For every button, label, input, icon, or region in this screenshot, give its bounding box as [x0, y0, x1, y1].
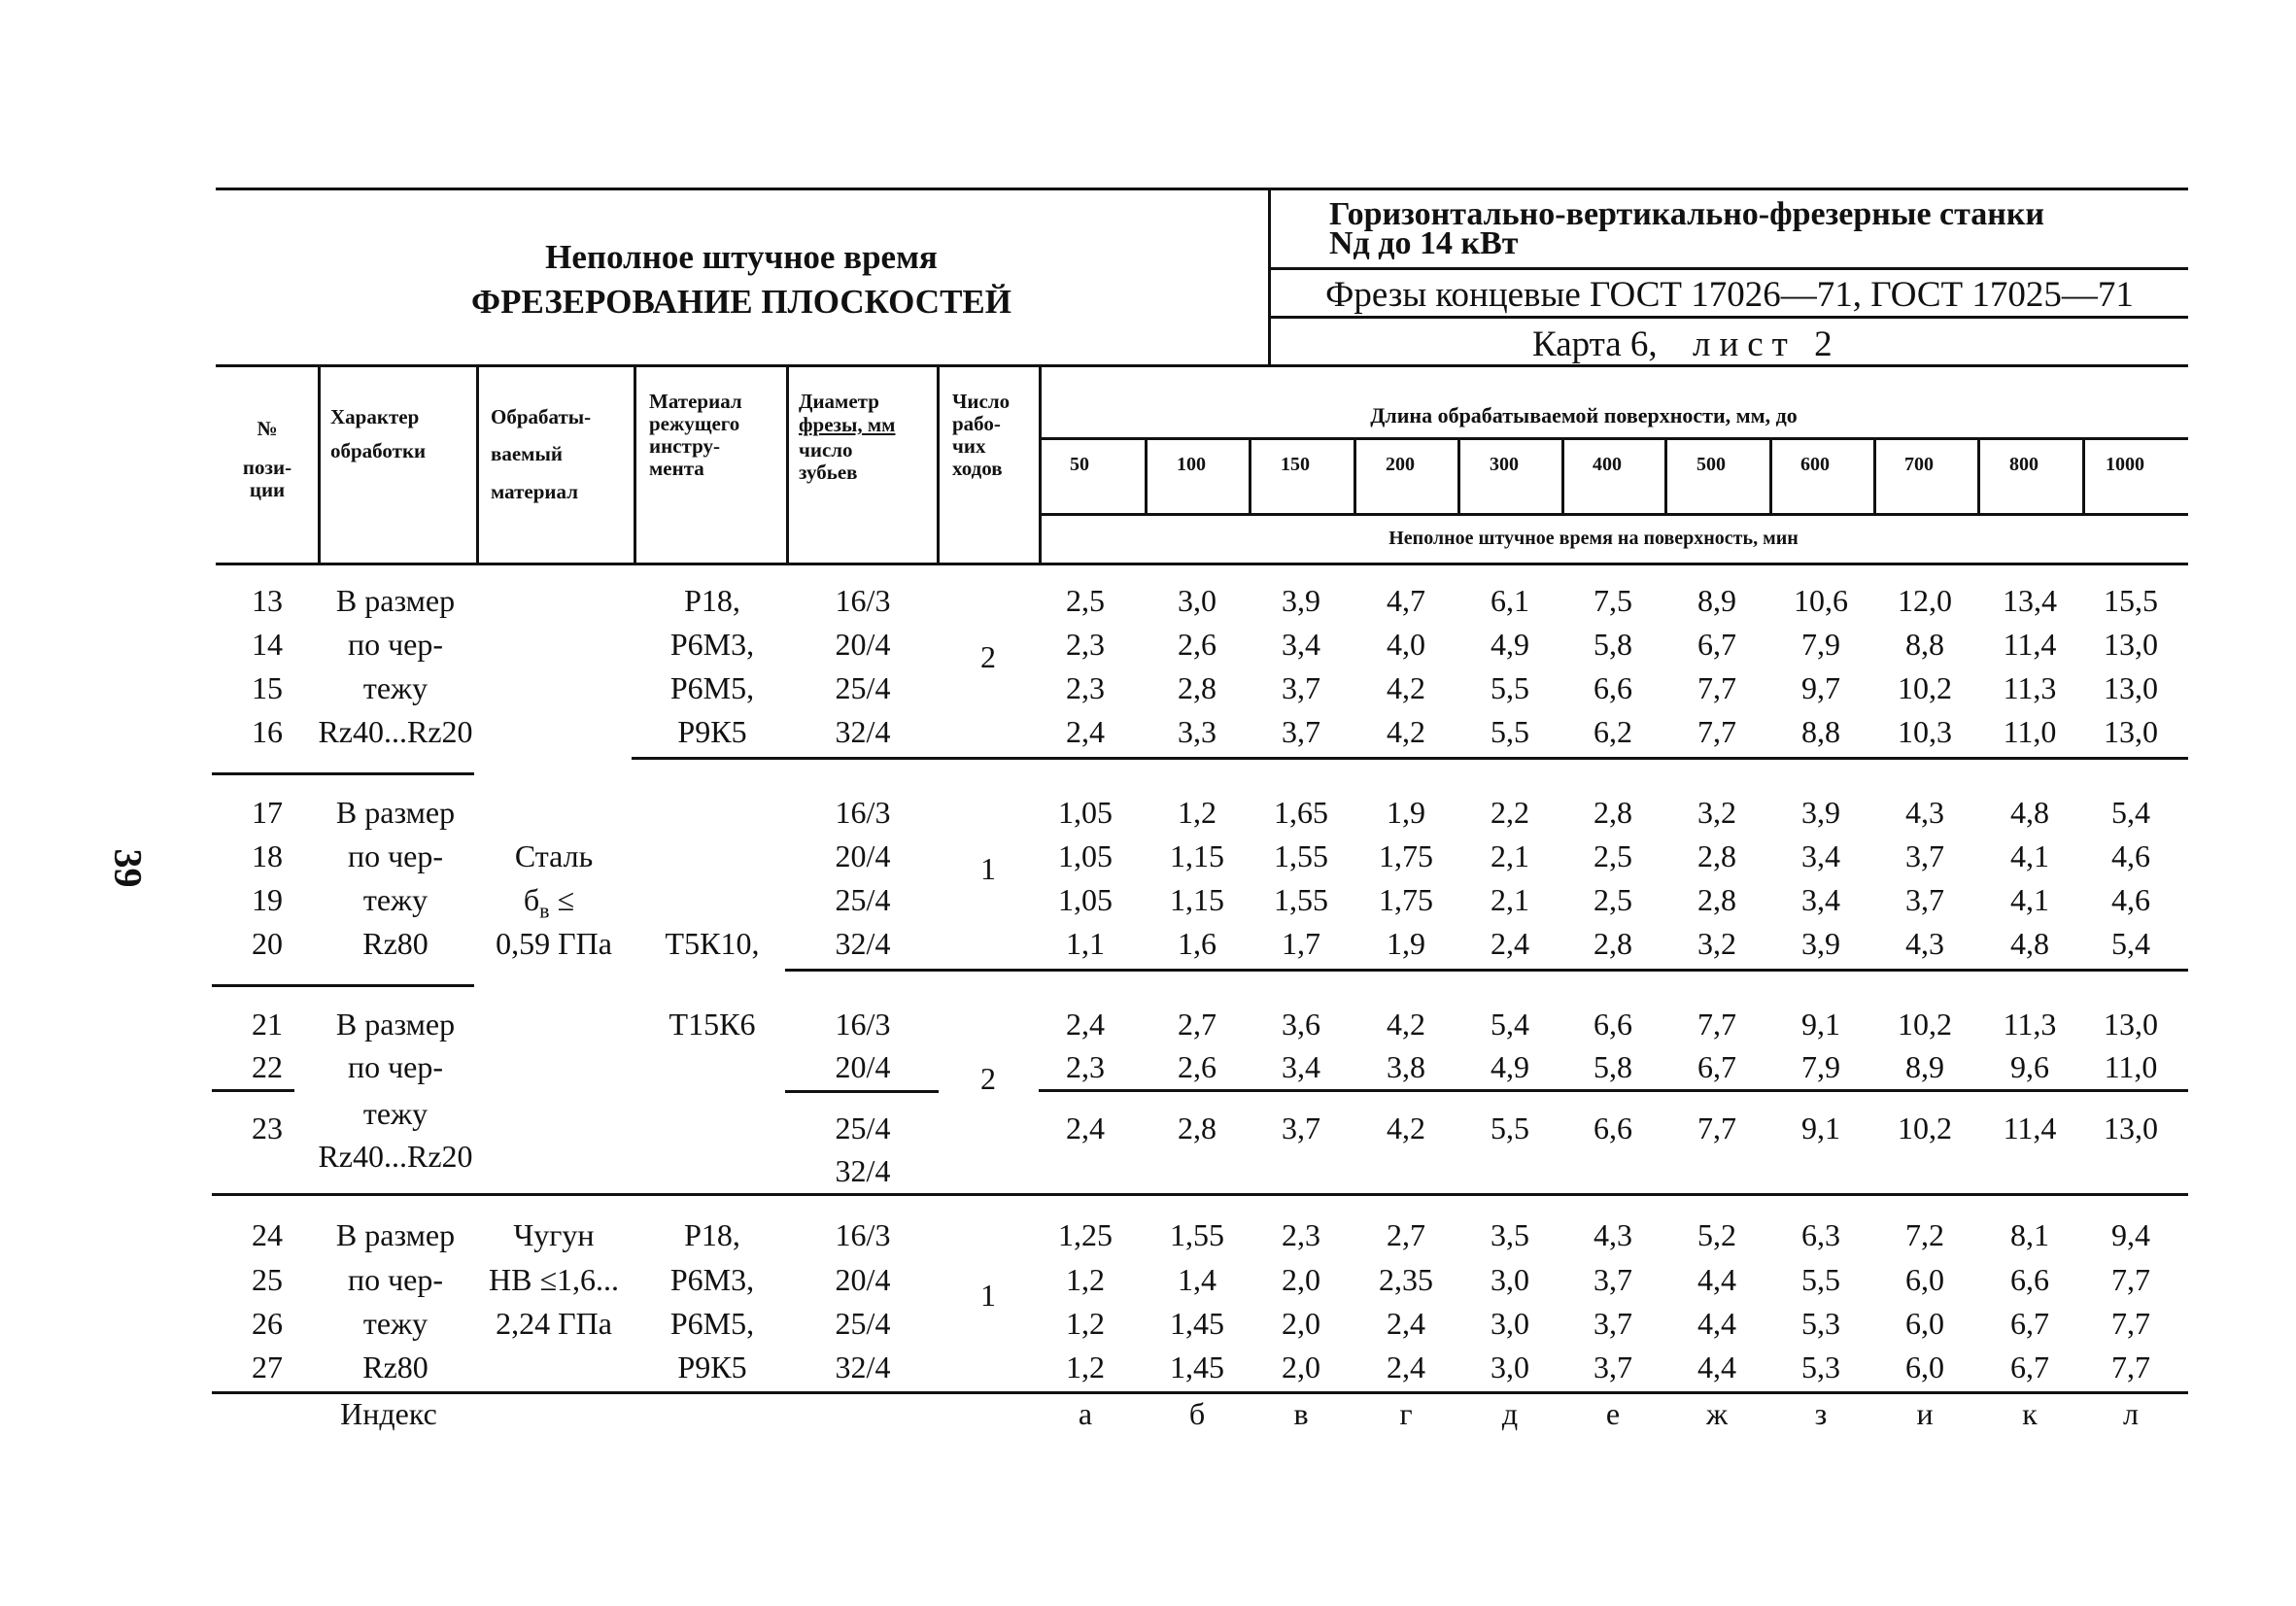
col-pos-line3: ции	[249, 478, 286, 501]
machining-character: Rz40...Rz20	[318, 1139, 473, 1174]
time-value: 13,4	[2003, 583, 2057, 618]
time-value: 3,4	[1282, 627, 1320, 662]
tool-material: Т5К10,	[665, 926, 760, 961]
tool-material: Р6М3,	[669, 627, 755, 662]
machining-character: тежу	[362, 1096, 428, 1131]
time-value: 9,1	[1801, 1007, 1840, 1042]
time-value: 7,7	[1697, 714, 1736, 749]
time-value: 1,05	[1058, 795, 1113, 830]
time-value: 5,2	[1697, 1217, 1736, 1252]
tool-material: Р18,	[684, 583, 740, 618]
time-value: 2,4	[1387, 1350, 1425, 1384]
index-letter: б	[1188, 1396, 1206, 1431]
time-value: 10,6	[1794, 583, 1848, 618]
time-value: 7,9	[1801, 627, 1840, 662]
time-value: 1,15	[1170, 882, 1224, 917]
machining-character: по чер-	[347, 1049, 444, 1084]
diameter-teeth: 25/4	[835, 1111, 891, 1145]
time-value: 1,55	[1274, 838, 1328, 873]
diameter-teeth: 16/3	[835, 1007, 891, 1042]
time-value: 9,6	[2010, 1049, 2049, 1084]
time-value: 4,7	[1387, 583, 1425, 618]
time-value: 1,2	[1066, 1306, 1105, 1341]
time-value: 2,8	[1697, 838, 1736, 873]
time-value: 1,6	[1178, 926, 1217, 961]
time-value: 1,05	[1058, 882, 1113, 917]
working-passes: 1	[980, 851, 996, 886]
time-value: 6,6	[1593, 670, 1632, 705]
index-letter: а	[1078, 1396, 1093, 1431]
time-value: 3,2	[1697, 795, 1736, 830]
machining-character: по чер-	[347, 627, 444, 662]
index-letter: в	[1293, 1396, 1309, 1431]
length-value: 700	[1904, 454, 1934, 475]
machining-character: тежу	[362, 882, 428, 917]
time-value: 4,2	[1387, 714, 1425, 749]
diameter-teeth: 32/4	[835, 714, 891, 749]
time-value: 3,0	[1491, 1350, 1529, 1384]
time-value: 3,7	[1282, 714, 1320, 749]
time-value: 4,2	[1387, 670, 1425, 705]
sheet-number: лист 2	[1693, 325, 1841, 364]
index-letter: з	[1814, 1396, 1828, 1431]
time-value: 7,7	[1697, 1111, 1736, 1145]
time-value: 1,75	[1379, 838, 1433, 873]
time-value: 2,5	[1593, 882, 1632, 917]
length-value: 500	[1696, 454, 1726, 475]
time-value: 9,1	[1801, 1111, 1840, 1145]
time-value: 2,4	[1066, 714, 1105, 749]
workpiece-material: 0,59 ГПа	[496, 926, 612, 961]
col-diam-line1: Диаметр	[799, 390, 879, 413]
time-value: 6,6	[1593, 1111, 1632, 1145]
position-number: 15	[252, 670, 283, 705]
time-value: 2,8	[1697, 882, 1736, 917]
time-value: 7,9	[1801, 1049, 1840, 1084]
time-value: 6,7	[1697, 1049, 1736, 1084]
length-value: 150	[1281, 454, 1310, 475]
time-value: 5,5	[1491, 1111, 1529, 1145]
time-value: 5,3	[1801, 1306, 1840, 1341]
time-value: 11,3	[2003, 670, 2057, 705]
index-letter: д	[1501, 1396, 1519, 1431]
time-value: 10,2	[1898, 670, 1952, 705]
col-pos-line1: №	[257, 417, 278, 440]
time-value: 5,5	[1491, 714, 1529, 749]
col-passes-line2: рабо-	[952, 412, 1001, 435]
time-value: 3,8	[1387, 1049, 1425, 1084]
tool-material: Р9К5	[677, 1350, 747, 1384]
time-value: 2,8	[1593, 795, 1632, 830]
time-value: 4,4	[1697, 1262, 1736, 1297]
time-value: 5,5	[1801, 1262, 1840, 1297]
time-value: 5,4	[2111, 795, 2150, 830]
time-value: 2,3	[1066, 627, 1105, 662]
time-value: 3,3	[1178, 714, 1217, 749]
time-value: 4,8	[2010, 795, 2049, 830]
time-value: 3,2	[1697, 926, 1736, 961]
tool-material: Р6М5,	[669, 1306, 755, 1341]
time-value: 4,3	[1905, 926, 1944, 961]
time-value: 5,4	[2111, 926, 2150, 961]
time-value: 7,7	[2111, 1350, 2150, 1384]
col-mat-line2: ваемый	[491, 442, 563, 465]
time-value: 4,1	[2010, 838, 2049, 873]
time-value: 4,6	[2111, 882, 2150, 917]
col-mat-line1: Обрабаты-	[491, 405, 592, 428]
workpiece-material: Сталь	[514, 838, 594, 873]
time-value: 11,4	[2003, 1111, 2057, 1145]
machining-character: Rz80	[362, 1350, 428, 1384]
time-value: 1,05	[1058, 838, 1113, 873]
time-value: 3,7	[1593, 1262, 1632, 1297]
time-value: 9,7	[1801, 670, 1840, 705]
time-value: 4,2	[1387, 1007, 1425, 1042]
diameter-teeth: 16/3	[835, 795, 891, 830]
time-value: 1,45	[1170, 1306, 1224, 1341]
workpiece-material-strength	[524, 882, 574, 928]
time-value: 13,0	[2104, 1111, 2158, 1145]
time-value: 3,5	[1491, 1217, 1529, 1252]
position-number: 20	[252, 926, 283, 961]
time-value: 3,7	[1593, 1306, 1632, 1341]
time-value: 8,9	[1905, 1049, 1944, 1084]
time-value: 3,4	[1801, 882, 1840, 917]
time-value: 8,9	[1697, 583, 1736, 618]
time-value: 6,7	[2010, 1306, 2049, 1341]
diameter-teeth: 20/4	[835, 627, 891, 662]
time-value: 3,9	[1801, 795, 1840, 830]
time-value: 2,3	[1066, 1049, 1105, 1084]
length-value: 100	[1177, 454, 1206, 475]
diameter-teeth: 25/4	[835, 882, 891, 917]
time-value: 2,8	[1593, 926, 1632, 961]
time-value: 4,2	[1387, 1111, 1425, 1145]
card-number: Карта 6,	[1532, 325, 1658, 364]
time-value: 4,1	[2010, 882, 2049, 917]
time-value: 3,4	[1801, 838, 1840, 873]
time-value: 2,35	[1379, 1262, 1433, 1297]
position-number: 13	[252, 583, 283, 618]
time-value: 3,9	[1282, 583, 1320, 618]
time-value: 3,7	[1905, 882, 1944, 917]
machine-title-line1: Горизонтально-вертикально-фрезерные станки	[1329, 196, 2045, 232]
length-value: 300	[1490, 454, 1519, 475]
diameter-teeth: 32/4	[835, 926, 891, 961]
col-pos-line2: пози-	[242, 456, 292, 479]
time-value: 2,5	[1066, 583, 1105, 618]
time-value: 2,7	[1387, 1217, 1425, 1252]
time-value: 3,9	[1801, 926, 1840, 961]
time-value: 1,9	[1387, 926, 1425, 961]
machining-character: по чер-	[347, 1262, 444, 1297]
tool-material: Р6М5,	[669, 670, 755, 705]
time-value: 2,7	[1178, 1007, 1217, 1042]
position-number: 24	[252, 1217, 283, 1252]
time-value: 1,75	[1379, 882, 1433, 917]
col-passes-line4: ходов	[952, 457, 1003, 480]
time-value: 1,55	[1274, 882, 1328, 917]
time-value: 3,7	[1593, 1350, 1632, 1384]
time-value: 2,8	[1178, 1111, 1217, 1145]
index-letter: е	[1605, 1396, 1621, 1431]
length-value: 400	[1593, 454, 1622, 475]
time-value: 6,0	[1905, 1262, 1944, 1297]
time-value: 3,7	[1282, 670, 1320, 705]
index-label: Индекс	[340, 1396, 437, 1431]
time-value: 6,7	[1697, 627, 1736, 662]
time-value: 4,9	[1491, 1049, 1529, 1084]
working-passes: 2	[980, 639, 996, 674]
time-value: 8,8	[1801, 714, 1840, 749]
length-value: 800	[2009, 454, 2039, 475]
time-value: 1,2	[1178, 795, 1217, 830]
col-char-line2: обработки	[330, 439, 427, 462]
col-diam-line4: зубьев	[799, 461, 858, 484]
time-value: 2,1	[1491, 882, 1529, 917]
time-value: 7,2	[1905, 1217, 1944, 1252]
diameter-teeth: 20/4	[835, 838, 891, 873]
position-number: 16	[252, 714, 283, 749]
tool-material: Р9К5	[677, 714, 747, 749]
tool-standard: Фрезы концевые ГОСТ 17026—71, ГОСТ 17025—71	[1325, 275, 2134, 315]
working-passes: 1	[980, 1278, 996, 1313]
time-value: 3,0	[1491, 1262, 1529, 1297]
time-value: 1,45	[1170, 1350, 1224, 1384]
col-tool-line4: мента	[649, 457, 704, 480]
index-letter: ж	[1705, 1396, 1729, 1431]
col-diam-line2: фрезы, мм	[799, 413, 896, 436]
machining-character: тежу	[362, 1306, 428, 1341]
length-title: Длина обрабатываемой поверхности, мм, до	[1370, 403, 1798, 427]
time-value: 5,8	[1593, 627, 1632, 662]
time-value: 3,0	[1178, 583, 1217, 618]
diameter-teeth: 20/4	[835, 1049, 891, 1084]
time-value: 1,65	[1274, 795, 1328, 830]
time-value: 1,2	[1066, 1262, 1105, 1297]
time-value: 13,0	[2104, 714, 2158, 749]
machining-character: В размер	[335, 1007, 456, 1042]
index-letter: л	[2123, 1396, 2139, 1431]
time-value: 7,7	[1697, 1007, 1736, 1042]
col-tool-line1: Материал	[649, 390, 742, 413]
machining-character: тежу	[362, 670, 428, 705]
tool-material: Р18,	[684, 1217, 740, 1252]
sigma-subscript: в	[539, 898, 550, 923]
col-mat-line3: материал	[491, 480, 578, 503]
less-equal-icon: ≤	[549, 882, 575, 917]
time-value: 2,0	[1282, 1350, 1320, 1384]
machining-character: В размер	[335, 583, 456, 618]
tool-material: Р6М3,	[669, 1262, 755, 1297]
diameter-teeth: 16/3	[835, 583, 891, 618]
position-number: 26	[252, 1306, 283, 1341]
time-value: 7,7	[1697, 670, 1736, 705]
time-value: 15,5	[2104, 583, 2158, 618]
col-tool-line3: инстру-	[649, 434, 720, 458]
time-value: 6,1	[1491, 583, 1529, 618]
diameter-teeth: 32/4	[835, 1350, 891, 1384]
time-value: 6,2	[1593, 714, 1632, 749]
time-value: 11,0	[2003, 714, 2057, 749]
time-value: 11,4	[2003, 627, 2057, 662]
time-value: 5,3	[1801, 1350, 1840, 1384]
time-value: 2,0	[1282, 1262, 1320, 1297]
length-value: 600	[1800, 454, 1830, 475]
time-value: 7,7	[2111, 1306, 2150, 1341]
time-value: 11,3	[2003, 1007, 2057, 1042]
time-value: 1,2	[1066, 1350, 1105, 1384]
time-value: 5,4	[1491, 1007, 1529, 1042]
time-value: 2,6	[1178, 1049, 1217, 1084]
time-value: 1,1	[1066, 926, 1105, 961]
diameter-teeth: 25/4	[835, 670, 891, 705]
time-value: 9,4	[2111, 1217, 2150, 1252]
time-value: 10,3	[1898, 714, 1952, 749]
time-value: 13,0	[2104, 627, 2158, 662]
time-value: 2,1	[1491, 838, 1529, 873]
position-number: 22	[252, 1049, 283, 1084]
time-value: 4,6	[2111, 838, 2150, 873]
time-value: 3,4	[1282, 1049, 1320, 1084]
tool-material: Т15К6	[668, 1007, 756, 1042]
time-value: 3,7	[1282, 1111, 1320, 1145]
position-number: 27	[252, 1350, 283, 1384]
length-value: 50	[1070, 454, 1089, 475]
page-title-line1: Неполное штучное время	[545, 238, 938, 276]
col-passes-line3: чих	[952, 434, 986, 458]
time-value: 6,7	[2010, 1350, 2049, 1384]
time-value: 4,0	[1387, 627, 1425, 662]
time-value: 6,0	[1905, 1306, 1944, 1341]
time-value: 4,4	[1697, 1306, 1736, 1341]
position-number: 25	[252, 1262, 283, 1297]
index-letter: г	[1399, 1396, 1413, 1431]
time-value: 13,0	[2104, 670, 2158, 705]
time-value: 2,4	[1491, 926, 1529, 961]
time-value: 2,3	[1066, 670, 1105, 705]
time-value: 10,2	[1898, 1007, 1952, 1042]
page-title-line2: ФРЕЗЕРОВАНИЕ ПЛОСКОСТЕЙ	[471, 283, 1011, 321]
time-value: 3,7	[1905, 838, 1944, 873]
time-value: 2,8	[1178, 670, 1217, 705]
time-value: 3,6	[1282, 1007, 1320, 1042]
position-number: 14	[252, 627, 283, 662]
time-value: 13,0	[2104, 1007, 2158, 1042]
sigma-symbol: б	[523, 882, 540, 917]
time-value: 1,7	[1282, 926, 1320, 961]
time-value: 6,3	[1801, 1217, 1840, 1252]
time-value: 1,25	[1058, 1217, 1113, 1252]
time-value: 3,0	[1491, 1306, 1529, 1341]
machining-character: В размер	[335, 795, 456, 830]
col-diam-line3: число	[799, 438, 853, 461]
time-value: 7,7	[2111, 1262, 2150, 1297]
position-number: 19	[252, 882, 283, 917]
col-passes-line1: Число	[952, 390, 1011, 413]
time-value: 6,6	[2010, 1262, 2049, 1297]
length-value: 200	[1386, 454, 1415, 475]
machining-character: В размер	[335, 1217, 456, 1252]
time-value: 12,0	[1898, 583, 1952, 618]
time-value: 4,4	[1697, 1350, 1736, 1384]
workpiece-material: НВ ≤1,6...	[488, 1262, 620, 1297]
position-number: 18	[252, 838, 283, 873]
col-tool-line2: режущего	[649, 412, 740, 435]
machine-title-line2: Nд до 14 кВт	[1329, 225, 1519, 261]
diameter-teeth: 20/4	[835, 1262, 891, 1297]
time-value: 4,9	[1491, 627, 1529, 662]
workpiece-material: Чугун	[513, 1217, 595, 1252]
time-value: 4,3	[1905, 795, 1944, 830]
machining-character: по чер-	[347, 838, 444, 873]
position-number: 21	[252, 1007, 283, 1042]
working-passes: 2	[980, 1061, 996, 1096]
time-value: 10,2	[1898, 1111, 1952, 1145]
time-value: 1,9	[1387, 795, 1425, 830]
page-number: 39	[106, 848, 151, 888]
machining-character: Rz80	[362, 926, 428, 961]
time-value: 5,8	[1593, 1049, 1632, 1084]
time-value: 2,0	[1282, 1306, 1320, 1341]
time-value: 2,4	[1066, 1007, 1105, 1042]
machining-character: Rz40...Rz20	[318, 714, 473, 749]
length-value: 1000	[2106, 454, 2144, 475]
col-char-line1: Характер	[330, 405, 420, 428]
time-value: 2,4	[1066, 1111, 1105, 1145]
time-value: 6,0	[1905, 1350, 1944, 1384]
time-value: 1,4	[1178, 1262, 1217, 1297]
time-value: 1,15	[1170, 838, 1224, 873]
time-value: 6,6	[1593, 1007, 1632, 1042]
position-number: 17	[252, 795, 283, 830]
position-number: 23	[252, 1111, 283, 1145]
time-value: 2,2	[1491, 795, 1529, 830]
time-value: 2,5	[1593, 838, 1632, 873]
diameter-teeth: 25/4	[835, 1306, 891, 1341]
time-value: 7,5	[1593, 583, 1632, 618]
diameter-teeth: 32/4	[835, 1153, 891, 1188]
time-value: 4,3	[1593, 1217, 1632, 1252]
time-value: 1,55	[1170, 1217, 1224, 1252]
diameter-teeth: 16/3	[835, 1217, 891, 1252]
index-letter: к	[2022, 1396, 2038, 1431]
time-value: 11,0	[2104, 1049, 2158, 1084]
time-value: 2,4	[1387, 1306, 1425, 1341]
time-value: 2,6	[1178, 627, 1217, 662]
time-value: 4,8	[2010, 926, 2049, 961]
time-value: 8,1	[2010, 1217, 2049, 1252]
index-letter: и	[1916, 1396, 1934, 1431]
time-value: 5,5	[1491, 670, 1529, 705]
time-title: Неполное штучное время на поверхность, мин	[1388, 528, 1799, 549]
workpiece-material: 2,24 ГПа	[496, 1306, 612, 1341]
time-value: 8,8	[1905, 627, 1944, 662]
time-value: 2,3	[1282, 1217, 1320, 1252]
